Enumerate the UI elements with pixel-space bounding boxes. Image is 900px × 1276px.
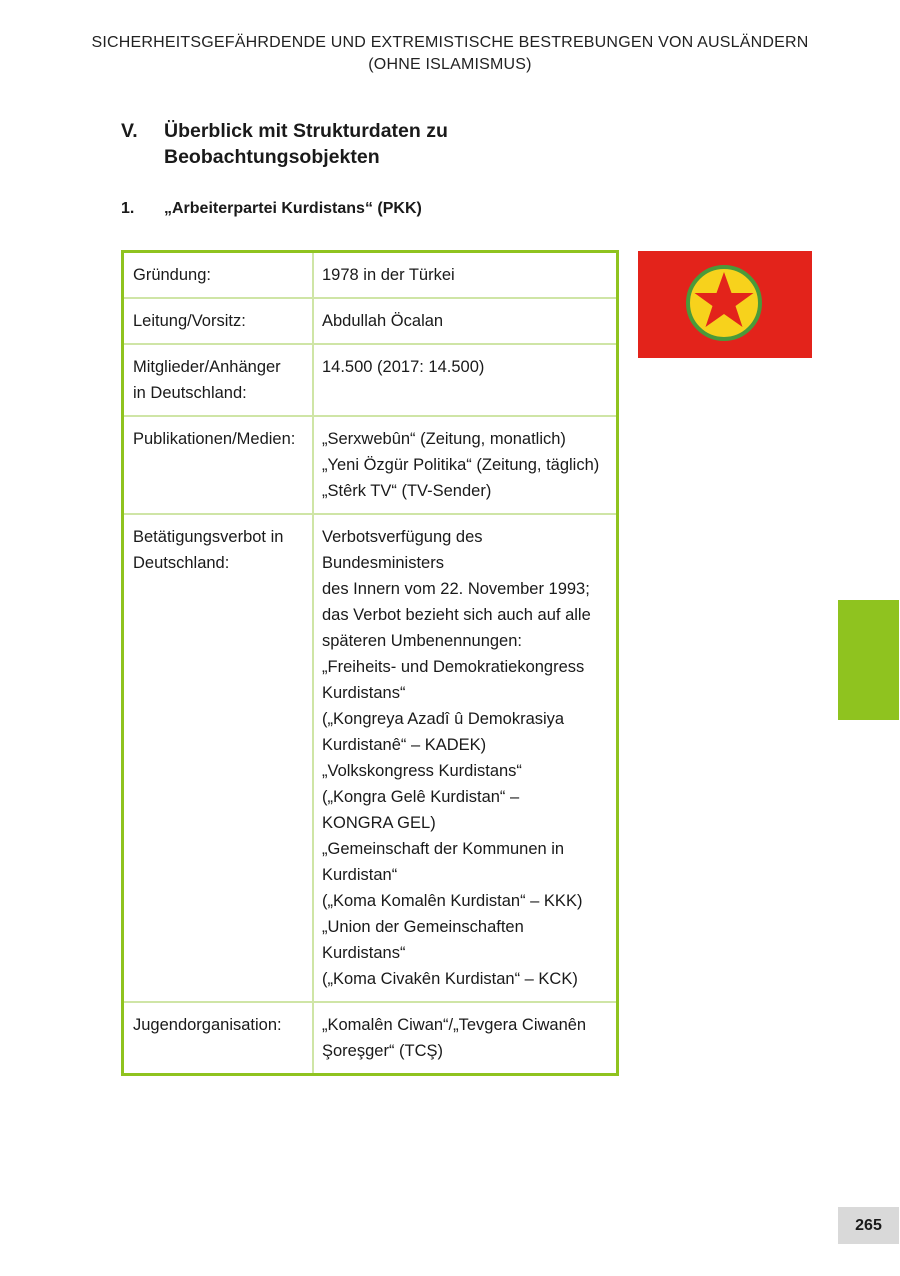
- row-value-line: „Serxwebûn“ (Zeitung, monatlich): [322, 430, 566, 448]
- section-number: 1.: [121, 200, 135, 217]
- row-value-line: „Stêrk TV“ (TV-Sender): [322, 482, 492, 500]
- row-label-line: Mitglieder/Anhänger: [133, 358, 281, 376]
- row-value-line: Kurdistan“: [322, 866, 398, 884]
- row-label-line: in Deutschland:: [133, 384, 247, 402]
- row-label: [123, 298, 314, 344]
- table-row: [123, 416, 618, 514]
- row-value-line: („Kongra Gelê Kurdistan“ –: [322, 788, 520, 806]
- row-value-line: Kurdistans“: [322, 684, 406, 702]
- row-value-line: („Koma Civakên Kurdistan“ – KCK): [322, 970, 578, 988]
- row-label-line: Betätigungsverbot in: [133, 528, 284, 546]
- row-value: [313, 1002, 618, 1075]
- row-label: [123, 514, 314, 1002]
- row-value: [313, 252, 618, 299]
- row-value-line: Kurdistans“: [322, 944, 406, 962]
- row-label: [123, 344, 314, 416]
- row-value-line: das Verbot bezieht sich auch auf alle: [322, 606, 591, 624]
- chapter-title: [164, 118, 448, 170]
- row-value-line: späteren Umbenennungen:: [322, 632, 522, 650]
- row-value: [313, 344, 618, 416]
- row-value-line: „Yeni Özgür Politika“ (Zeitung, täglich): [322, 456, 600, 474]
- table-row: [123, 344, 618, 416]
- row-value-line: „Komalên Ciwan“/„Tevgera Ciwanên: [322, 1016, 587, 1034]
- structure-data-table-body: [123, 252, 618, 1075]
- running-header-line-1: SICHERHEITSGEFÄHRDENDE UND EXTREMISTISCHE BESTREBUNGEN VON AUSLÄNDERN: [91, 34, 809, 51]
- table-row: [123, 1002, 618, 1075]
- row-value-line: („Koma Komalên Kurdistan“ – KKK): [322, 892, 583, 910]
- row-value-line: des Innern vom 22. November 1993;: [322, 580, 590, 598]
- row-value-line: („Kongreya Azadî û Demokrasiya: [322, 710, 565, 728]
- pkk-flag-star-icon: [638, 251, 812, 358]
- chapter-number: V.: [121, 120, 138, 142]
- row-value: [313, 298, 618, 344]
- section-title: „Arbeiterpartei Kurdistans“ (PKK): [164, 200, 422, 217]
- row-label-line: Jugendorganisation:: [133, 1016, 282, 1034]
- section-heading: [121, 198, 422, 220]
- row-value-line: „Gemeinschaft der Kommunen in: [322, 840, 565, 858]
- table-row: [123, 298, 618, 344]
- running-header: [0, 32, 900, 76]
- chapter-heading: [121, 118, 601, 170]
- table-row: [123, 252, 618, 299]
- table-row: [123, 514, 618, 1002]
- row-label: [123, 252, 314, 299]
- row-value-line: Şoreşger“ (TCŞ): [322, 1042, 444, 1060]
- chapter-tab-marker: [838, 600, 899, 720]
- row-label: [123, 416, 314, 514]
- row-label: [123, 1002, 314, 1075]
- row-value-line: Verbotsverfügung des Bundesministers: [322, 528, 483, 572]
- row-label-line: Leitung/Vorsitz:: [133, 312, 246, 330]
- row-value: [313, 416, 618, 514]
- structure-data-table: [121, 250, 619, 1076]
- row-value-line: KONGRA GEL): [322, 814, 436, 832]
- row-value-line: „Union der Gemeinschaften: [322, 918, 524, 936]
- row-value-line: Abdullah Öcalan: [322, 312, 444, 330]
- row-value-line: „Freiheits- und Demokratiekongress: [322, 658, 585, 676]
- row-value-line: 14.500 (2017: 14.500): [322, 358, 485, 376]
- row-value-line: Kurdistanê“ – KADEK): [322, 736, 487, 754]
- row-label-line: Gründung:: [133, 266, 211, 284]
- row-value: [313, 514, 618, 1002]
- running-header-line-2: (OHNE ISLAMISMUS): [368, 56, 532, 73]
- chapter-title-line-2: Beobachtungsobjekten: [164, 146, 380, 168]
- row-value-line: „Volkskongress Kurdistans“: [322, 762, 522, 780]
- chapter-title-line-1: Überblick mit Strukturdaten zu: [164, 120, 448, 142]
- page-number: 265: [838, 1207, 899, 1244]
- row-value-line: 1978 in der Türkei: [322, 266, 455, 284]
- row-label-line: Publikationen/Medien:: [133, 430, 296, 448]
- row-label-line: Deutschland:: [133, 554, 230, 572]
